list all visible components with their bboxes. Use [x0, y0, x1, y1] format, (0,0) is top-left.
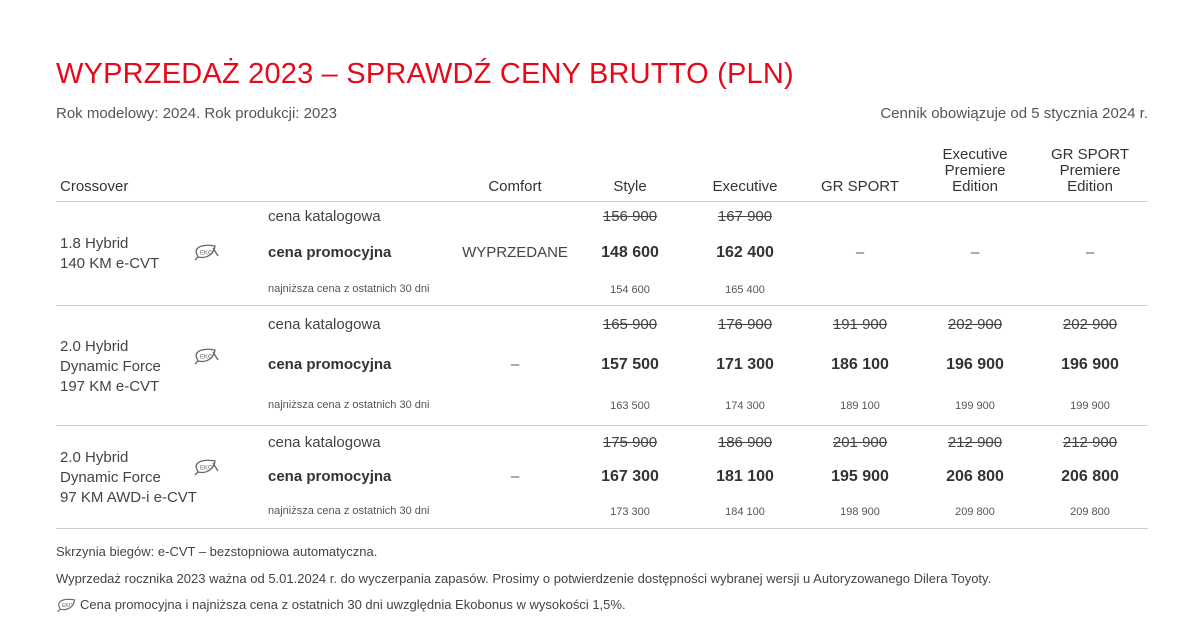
column-header-style: Style [613, 178, 647, 195]
catalog-price: 176 900 [717, 316, 773, 333]
footnote-sale: Wyprzedaż rocznika 2023 ważna od 5.01.2024 r. do wyczerpania zapasów. Prosimy o potwierdzenie dostępności wybranej wersji u Autoryzowanego Dilera Toyoty. [56, 571, 992, 586]
column-header-executive: Executive [712, 178, 778, 195]
promo-price: – [1085, 244, 1095, 261]
promo-price-label: cena promocyjna [268, 244, 392, 261]
lowest-price-label: najniższa cena z ostatnich 30 dni [268, 399, 430, 411]
promo-price: 162 400 [716, 244, 774, 261]
promo-price: 196 900 [1061, 356, 1119, 373]
catalog-price: 167 900 [717, 208, 773, 225]
model-name: 2.0 Hybrid Dynamic Force 197 KM e-CVT [60, 338, 161, 395]
lowest-price: 189 100 [840, 400, 880, 412]
lowest-price: 184 100 [725, 506, 765, 518]
column-header-comfort: Comfort [488, 178, 542, 195]
catalog-price: 212 900 [1062, 434, 1118, 451]
catalog-price-label: cena katalogowa [268, 316, 381, 333]
catalog-price: 191 900 [832, 316, 888, 333]
model-name: 1.8 Hybrid 140 KM e-CVT [60, 235, 160, 272]
column-header-gr-sport-premiere: GR SPORT Premiere Edition [1050, 146, 1130, 195]
eko-leaf-icon [193, 347, 219, 365]
promo-price: 167 300 [601, 468, 659, 485]
promo-price: 148 600 [601, 244, 659, 261]
promo-price: 186 100 [831, 356, 889, 373]
catalog-price: 202 900 [1062, 316, 1118, 333]
lowest-price: 174 300 [725, 400, 765, 412]
lowest-price: 154 600 [610, 284, 650, 296]
lowest-price: 199 900 [1070, 400, 1110, 412]
promo-price: – [855, 244, 865, 261]
catalog-price: 156 900 [602, 208, 658, 225]
catalog-price: 201 900 [832, 434, 888, 451]
model-name: 2.0 Hybrid Dynamic Force 97 KM AWD-i e-CVT [60, 449, 197, 506]
lowest-price: 198 900 [840, 506, 880, 518]
catalog-price: 175 900 [602, 434, 658, 451]
lowest-price: 199 900 [955, 400, 995, 412]
footnote-ekobonus: Cena promocyjna i najniższa cena z ostatnich 30 dni uwzględnia Ekobonus w wysokości 1,5%. [80, 597, 626, 612]
catalog-price: 212 900 [947, 434, 1003, 451]
price-list-validity: Cennik obowiązuje od 5 stycznia 2024 r. [880, 105, 1148, 122]
column-header-model: Crossover [60, 178, 129, 195]
promo-price: 181 100 [716, 468, 774, 485]
lowest-price-label: najniższa cena z ostatnich 30 dni [268, 283, 430, 295]
promo-price: 171 300 [716, 356, 774, 373]
eko-leaf-icon [56, 597, 78, 613]
promo-price: – [510, 356, 520, 373]
catalog-price: 202 900 [947, 316, 1003, 333]
promo-price: 157 500 [601, 356, 659, 373]
svg-text:EKO: EKO [200, 250, 213, 257]
promo-price: WYPRZEDANE [462, 244, 568, 261]
catalog-price: 186 900 [717, 434, 773, 451]
column-header-executive-premiere: Executive Premiere Edition [942, 146, 1008, 195]
eko-leaf-icon [193, 458, 219, 476]
lowest-price: 173 300 [610, 506, 650, 518]
svg-text:EKO: EKO [200, 465, 213, 472]
footnote-gearbox: Skrzynia biegów: e-CVT – bezstopniowa automatyczna. [56, 544, 378, 559]
svg-text:EKO: EKO [200, 354, 213, 361]
lowest-price: 209 800 [1070, 506, 1110, 518]
promo-price: – [970, 244, 980, 261]
catalog-price-label: cena katalogowa [268, 208, 381, 225]
lowest-price: 209 800 [955, 506, 995, 518]
catalog-price: 165 900 [602, 316, 658, 333]
promo-price: 206 800 [1061, 468, 1119, 485]
promo-price: 206 800 [946, 468, 1004, 485]
lowest-price: 163 500 [610, 400, 650, 412]
svg-text:EKO: EKO [61, 603, 73, 610]
column-header-gr-sport: GR SPORT [820, 178, 900, 195]
divider [56, 528, 1148, 529]
promo-price-label: cena promocyjna [268, 356, 392, 373]
divider [56, 201, 1148, 202]
page-title: WYPRZEDAŻ 2023 – SPRAWDŹ CENY BRUTTO (PLN) [56, 58, 794, 90]
lowest-price: 165 400 [725, 284, 765, 296]
model-year-info: Rok modelowy: 2024. Rok produkcji: 2023 [56, 105, 337, 122]
eko-leaf-icon [193, 243, 219, 261]
lowest-price-label: najniższa cena z ostatnich 30 dni [268, 505, 430, 517]
promo-price: 196 900 [946, 356, 1004, 373]
catalog-price-label: cena katalogowa [268, 434, 381, 451]
promo-price-label: cena promocyjna [268, 468, 392, 485]
promo-price: – [510, 468, 520, 485]
divider [56, 425, 1148, 426]
promo-price: 195 900 [831, 468, 889, 485]
divider [56, 305, 1148, 306]
